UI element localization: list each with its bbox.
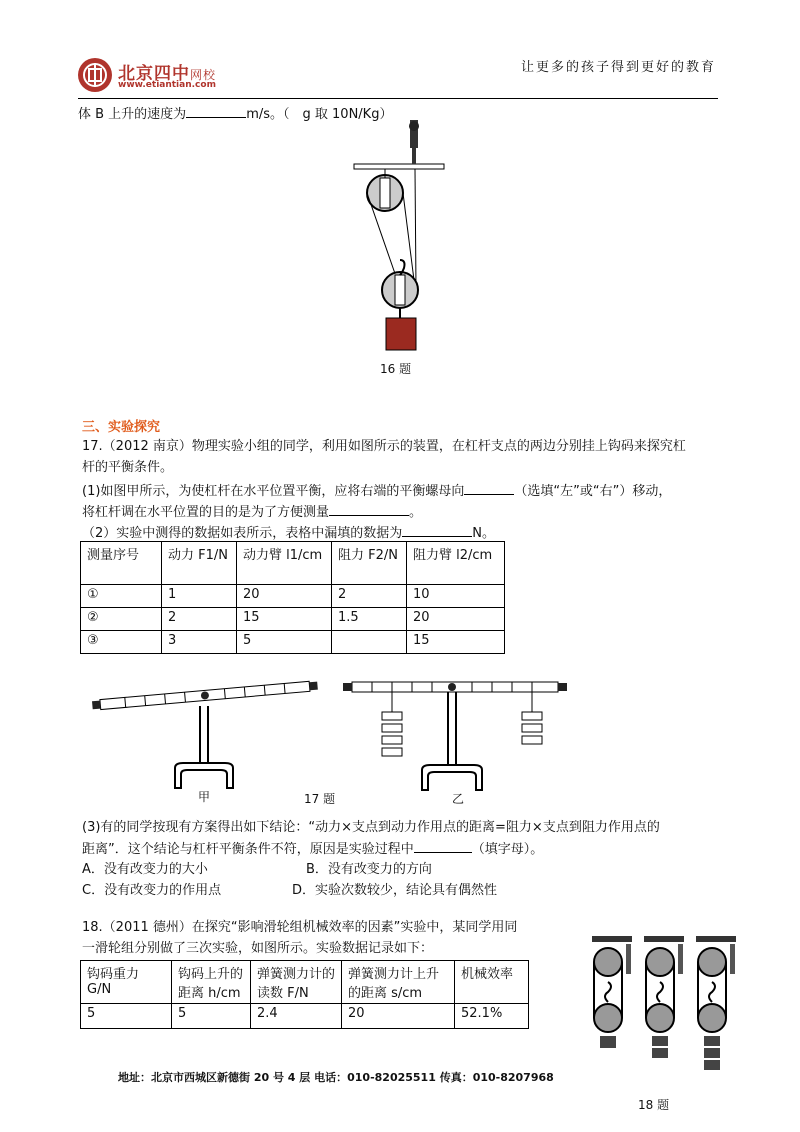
table-header-cell: 阻力 F2/N <box>332 542 407 585</box>
table-cell: 2.4 <box>251 1004 342 1029</box>
table-cell: 15 <box>407 631 505 654</box>
q17-line2: 杆的平衡条件。 <box>82 460 174 475</box>
table-header-cell: 机械效率 <box>455 961 529 1004</box>
q18-data-table <box>80 960 529 1029</box>
section-title: 三、实验探究 <box>82 420 161 435</box>
q17-line4: 将杠杆调在水平位置的目的是为了方便测量 。 <box>82 502 422 522</box>
table-cell: 20 <box>237 585 332 608</box>
header-slogan: 让更多的孩子得到更好的教育 <box>520 60 716 75</box>
q17-blank-reason <box>414 839 472 853</box>
table-cell: ② <box>81 608 162 631</box>
table-cell <box>332 631 407 654</box>
table-cell: 5 <box>237 631 332 654</box>
header-divider <box>78 98 718 99</box>
q17-blank-direction <box>464 481 514 495</box>
logo-emblem-icon <box>78 58 112 92</box>
q18-line2: 一滑轮组分别做了三次实验，如图所示。实验数据记录如下： <box>82 941 434 956</box>
q17-line6: (3)有的同学按现有方案得出如下结论：“动力×支点到动力作用点的距离=阻力×支点到阻力作用点的 <box>82 820 660 835</box>
q17-line5: （2）实验中测得的数据如表所示，表格中漏填的数据为 N。 <box>82 523 495 543</box>
table-header-cell: 钩码上升的距离 h/cm <box>172 961 251 1004</box>
q17-line3: (1)如图甲所示，为使杠杆在水平位置平衡，应将右端的平衡螺母向 （选填“左”或“右”）移动， <box>82 481 671 501</box>
table-cell: ③ <box>81 631 162 654</box>
q18-line1: 18.（2011 德州）在探究“影响滑轮组机械效率的因素”实验中，某同学用同 <box>82 920 518 935</box>
q17-option-a: A．没有改变力的大小 <box>82 862 208 877</box>
table-cell: 1.5 <box>332 608 407 631</box>
lever-figure-yi <box>340 676 570 792</box>
q17-data-table <box>80 541 505 654</box>
q17-line1: 17.（2012 南京）物理实验小组的同学，利用如图所示的装置，在杠杆支点的两边分别挂上钩码来探究杠 <box>82 439 686 454</box>
table-row <box>81 1004 529 1029</box>
table-header-cell: 动力 F1/N <box>162 542 237 585</box>
table-header-cell: 阻力臂 l2/cm <box>407 542 505 585</box>
table-cell: 20 <box>407 608 505 631</box>
q16-answer-blank <box>186 104 246 118</box>
table-header-cell: 动力臂 l1/cm <box>237 542 332 585</box>
table-row <box>81 585 505 608</box>
q17-line7: 距离”．这个结论与杠杆平衡条件不符，原因是实验过程中 （填字母）。 <box>82 839 543 859</box>
table-cell: 52.1% <box>455 1004 529 1029</box>
q17-option-c: C．没有改变力的作用点 <box>82 883 222 898</box>
table-cell: 15 <box>237 608 332 631</box>
footer-address: 地址：北京市西城区新德街 20 号 4 层 电话：010-82025511 传真：010-8207968 <box>118 1071 554 1084</box>
q18-caption: 18 题 <box>638 1098 670 1112</box>
table-header-cell: 测量序号 <box>81 542 162 585</box>
table-cell: 2 <box>332 585 407 608</box>
table-cell: 10 <box>407 585 505 608</box>
lever-figure-jia <box>90 668 330 790</box>
table-header-cell: 弹簧测力计的读数 F/N <box>251 961 342 1004</box>
table-header-cell: 钩码重力 G/N <box>81 961 172 1004</box>
q16-text: 体 B 上升的速度为 m/s。（ g 取 10N/Kg） <box>78 104 392 124</box>
table-cell: 3 <box>162 631 237 654</box>
table-row <box>81 608 505 631</box>
label-jia: 甲 <box>198 790 211 804</box>
table-cell: 5 <box>172 1004 251 1029</box>
table-row <box>81 631 505 654</box>
q18-pulley-figure <box>584 934 740 1094</box>
table-cell: ① <box>81 585 162 608</box>
q17-caption: 17 题 <box>304 792 336 806</box>
q16-pulley-figure <box>340 118 450 358</box>
logo-url: www.etiantian.com <box>118 80 216 90</box>
q17-option-d: D．实验次数较少，结论具有偶然性 <box>292 883 498 898</box>
table-cell: 20 <box>342 1004 455 1029</box>
q16-caption: 16 题 <box>380 362 412 376</box>
table-cell: 2 <box>162 608 237 631</box>
table-header-row <box>81 961 529 1004</box>
logo-name: 北京四中网校 <box>118 64 217 84</box>
q17-option-b: B．没有改变力的方向 <box>306 862 432 877</box>
label-yi: 乙 <box>452 792 465 806</box>
q17-blank-measure <box>329 502 409 516</box>
table-header-row <box>81 542 505 585</box>
table-cell: 5 <box>81 1004 172 1029</box>
logo <box>78 58 238 94</box>
table-header-cell: 弹簧测力计上升的距离 s/cm <box>342 961 455 1004</box>
q17-blank-missing <box>402 523 472 537</box>
table-cell: 1 <box>162 585 237 608</box>
